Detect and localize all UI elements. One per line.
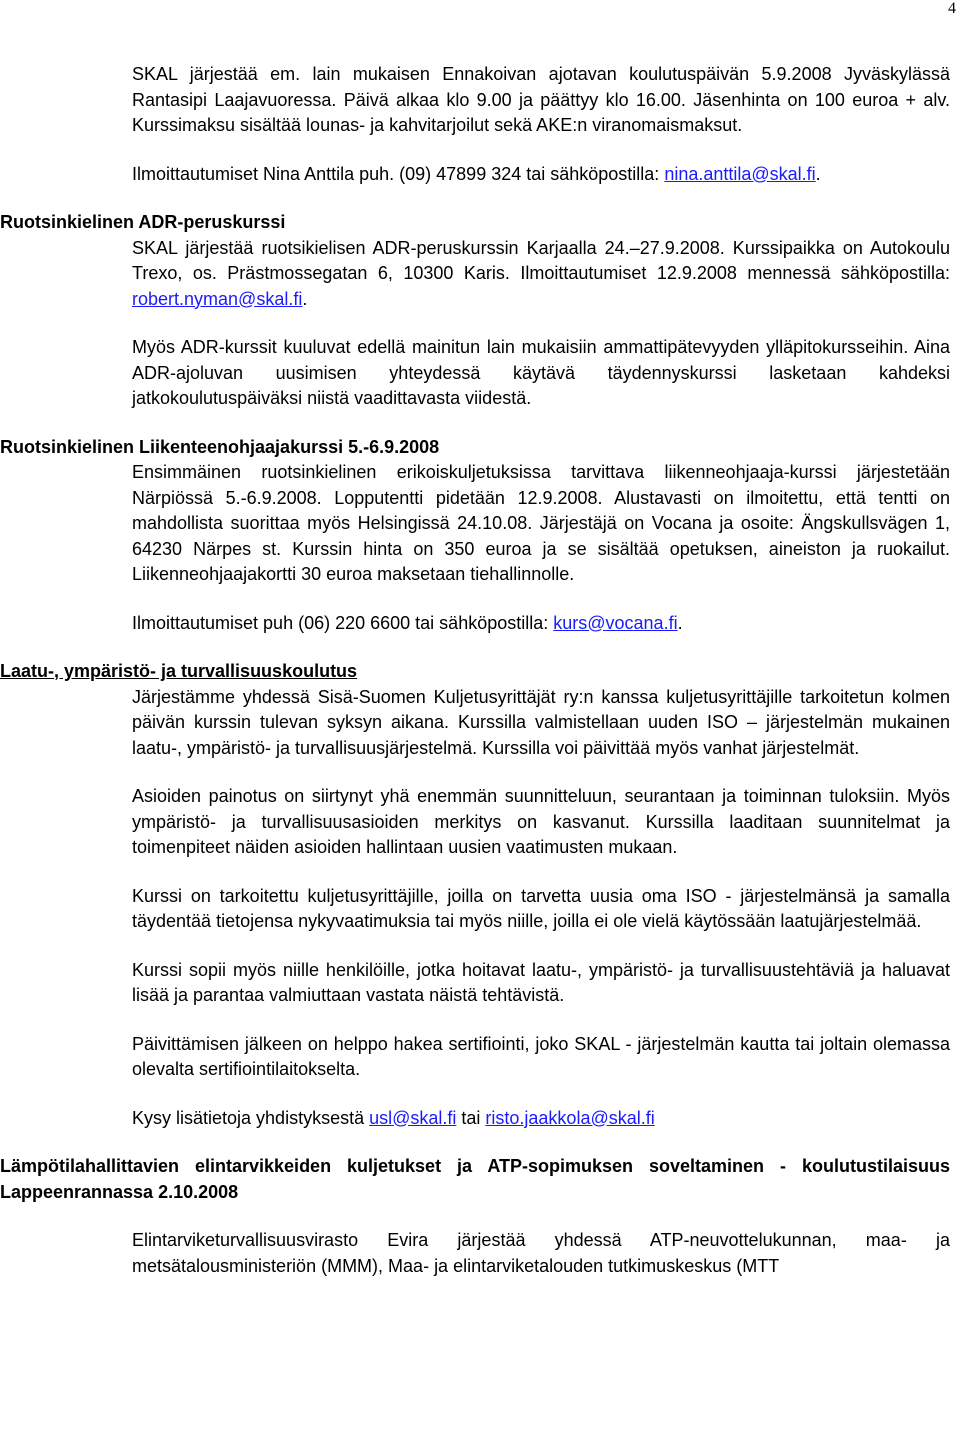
document-body: [0, 62, 960, 1279]
atp-heading: Lämpötilahallittavien elintarvikkeiden kuljetukset ja ATP-sopimuksen soveltaminen - koulutustilaisuus Lappeenrannassa 2.10.2008: [0, 1156, 950, 1202]
adr-paragraph-1-tail: .: [302, 288, 308, 309]
atp-section: [0, 1154, 960, 1279]
adr-paragraph-2: Myös ADR-kurssit kuuluvat edellä mainitun lain mukaisiin ammattipätevyyden ylläpitokursseihin. Aina ADR-ajoluvan uusimisen yhteydessä käytävä täydennyskurssi lasketaan kahdeksi jatkokoulutuspäiväksi niistä vaadittavasta viidestä.: [132, 337, 950, 408]
quality-paragraph-5: Päivittämisen jälkeen on helppo hakea sertifiointi, joko SKAL - järjestelmän kautta tai joltain olemassa olevalta sertifiointilaitokselta.: [132, 1033, 950, 1079]
usl-email-link[interactable]: usl@skal.fi: [369, 1107, 457, 1128]
vocana-email-link[interactable]: kurs@vocana.fi: [553, 612, 678, 633]
risto-jaakkola-email-link[interactable]: risto.jaakkola@skal.fi: [485, 1107, 655, 1128]
seminar-paragraph-1: SKAL järjestää em. lain mukaisen Ennakoivan ajotavan koulutuspäivän 5.9.2008 Jyväskylässä Rantasipi Laajavuoressa. Päivä alkaa klo 9.00 ja päättyy klo 16.00. Jäsenhinta on 100 euroa + alv. Kurssimaksu sisältää lounas- ja kahvitarjoilut sekä AKE:n viranomaismaksut.: [132, 64, 950, 135]
quality-paragraph-4: Kurssi sopii myös niille henkilöille, jotka hoitavat laatu-, ympäristö- ja turvallisuustehtäviä ja haluavat lisää ja parantaa valmiuttaan vastata näistä tehtävistä.: [132, 959, 950, 1005]
traffic-paragraph-2: [132, 611, 950, 637]
robert-nyman-email-link[interactable]: robert.nyman@skal.fi: [132, 288, 303, 309]
quality-contact-mid: tai: [456, 1107, 486, 1128]
quality-paragraph-6: [132, 1106, 950, 1132]
quality-section: [0, 659, 960, 1131]
nina-anttila-email-link[interactable]: nina.anttila@skal.fi: [664, 163, 816, 184]
seminar-registration-tail: .: [815, 163, 821, 184]
quality-paragraph-3: Kurssi on tarkoitettu kuljetusyrittäjille, joilla on tarvetta uusia oma ISO - järjestelmänsä ja samalla täydentää tietojensa nykyvaatimuksia tai myös niille, joilla ei ole vielä käytössään laatujärjestelmää.: [132, 885, 950, 931]
page-number: 4: [948, 0, 956, 17]
adr-heading: Ruotsinkielinen ADR-peruskurssi: [0, 212, 286, 232]
quality-paragraph-1: Järjestämme yhdessä Sisä-Suomen Kuljetusyrittäjät ry:n kanssa kuljetusyrittäjille tarkoitetun kolmen päivän kurssin tulevan syksyn aikana. Kurssilla valmistellaan uuden ISO – järjestelmän mukainen laatu-, ympäristö- ja turvallisuusjärjestelmä. Kurssilla voi päivittää myös vanhat järjestelmät.: [132, 686, 950, 758]
traffic-heading: Ruotsinkielinen Liikenteenohjaajakurssi 5.-6.9.2008: [0, 436, 440, 457]
quality-heading: Laatu-, ympäristö- ja turvallisuuskoulutus: [0, 661, 358, 681]
adr-paragraph-1: [132, 236, 950, 313]
adr-section: [0, 210, 960, 412]
traffic-paragraph-1: Ensimmäinen ruotsinkielinen erikoiskuljetuksissa tarvittava liikenneohjaaja-kurssi järjestetään Närpiössä 5.-6.9.2008. Lopputentti pidetään 12.9.2008. Alustavasti on ilmoitettu, että tentti on mahdollista suorittaa myös Helsingissä 24.10.08. Järjestäjä on Vocana ja osoite: Ängskullsvägen 1, 64230 Närpes st. Kurssin hinta on 350 euroa ja se sisältää opetuksen, aineiston ja ruokailut. Liikenneohjaajakortti 30 euroa maksetaan tiehallinnolle.: [132, 462, 950, 584]
traffic-registration-tail: .: [677, 612, 683, 633]
seminar-paragraph-2: [132, 162, 950, 188]
adr-paragraph-1-text: SKAL järjestää ruotsikielisen ADR-peruskurssin Karjaalla 24.–27.9.2008. Kurssipaikka on Autokoulu Trexo, os. Prästmossegatan 6, 10300 Karis. Ilmoittautumiset 12.9.2008 mennessä sähköpostilla:: [132, 237, 950, 283]
seminar-section: [132, 62, 950, 187]
atp-paragraph-1: Elintarviketurvallisuusvirasto Evira järjestää yhdessä ATP-neuvottelukunnan, maa- ja metsätalousministeriön (MMM), Maa- ja elintarviketalouden tutkimuskeskus (MTT: [132, 1230, 950, 1276]
traffic-registration-text: Ilmoittautumiset puh (06) 220 6600 tai sähköpostilla:: [132, 612, 554, 633]
seminar-registration-text: Ilmoittautumiset Nina Anttila puh. (09) 47899 324 tai sähköpostilla:: [132, 163, 665, 184]
quality-contact-text: Kysy lisätietoja yhdistyksestä: [132, 1107, 370, 1128]
quality-paragraph-2: Asioiden painotus on siirtynyt yhä enemmän suunnitteluun, seurantaan ja toiminnan tuloksiin. Myös ympäristö- ja turvallisuusasioiden merkitys on kasvanut. Kurssilla laaditaan suunnitelmat ja toimenpiteet näiden asioiden hallintaan uusien vaatimusten mukaan.: [132, 786, 950, 857]
traffic-section: [0, 435, 960, 637]
